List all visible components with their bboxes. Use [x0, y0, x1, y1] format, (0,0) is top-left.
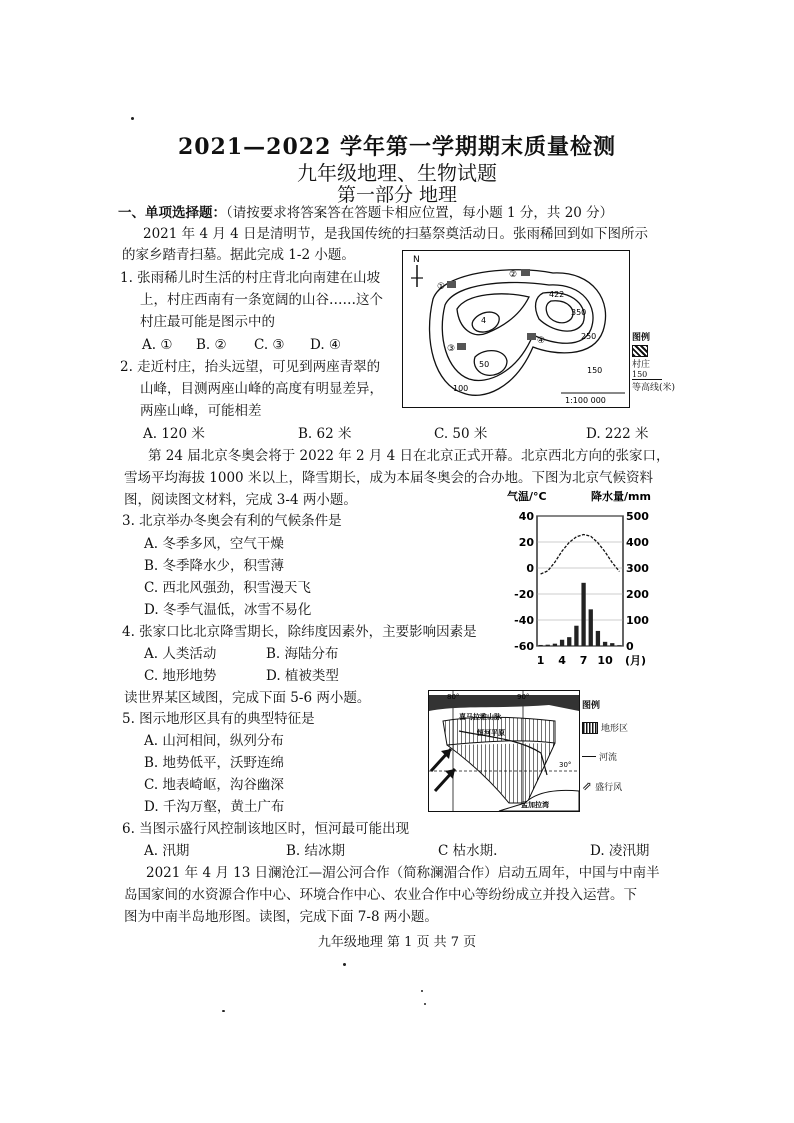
contour-line	[430, 270, 606, 396]
chart-ylabel: 气温/°C	[507, 490, 547, 503]
contour-map	[402, 250, 630, 408]
intro4-line: 图为中南半岛地形图。读图，完成下面 7-8 两小题。	[124, 909, 438, 925]
intro4-line: 岛国家间的水资源合作中心、环境合作中心、农业合作中心等纷纷成立并投入运营。下	[124, 887, 637, 903]
village-marker	[457, 343, 466, 350]
precipitation-bar	[610, 643, 614, 646]
y-tick-label: -60	[514, 640, 534, 653]
page-title: 2021—2022 学年第一学期期末质量检测	[177, 134, 617, 160]
region-label: 孟加拉湾	[521, 801, 549, 809]
precipitation-bar	[553, 644, 557, 646]
q2-stem: 两座山峰，可能相差	[140, 403, 262, 419]
village-label: ③	[447, 344, 456, 354]
precipitation-bar	[574, 626, 578, 646]
page-subtitle: 九年级地理、生物试题	[297, 161, 497, 185]
x-tick-label: 10	[597, 654, 613, 667]
precipitation-bar	[603, 642, 607, 646]
q3-option-c: C. 西北风强劲，积雪漫天飞	[144, 580, 311, 596]
wind-legend-icon: ⇗	[582, 779, 593, 793]
page-footer: 九年级地理 第 1 页 共 7 页	[317, 935, 477, 950]
intro2-line: 图，阅读图文材料，完成 3-4 两小题。	[124, 492, 357, 508]
scan-speck	[343, 963, 346, 966]
legend-title: 图例	[582, 701, 601, 711]
y2-tick-label: 0	[626, 640, 634, 653]
y2-tick-label: 300	[626, 562, 649, 575]
latitude-label: 30°	[559, 761, 572, 769]
q2-option-c: C. 50 米	[434, 426, 488, 442]
q2-stem: 山峰，目测两座山峰的高度有明显差异，	[140, 381, 383, 397]
y-tick-label: 20	[518, 536, 534, 549]
legend-contour: 等高线(米)	[632, 383, 676, 393]
legend-wind: 盛行风	[595, 782, 623, 793]
contour-label: 422	[549, 290, 565, 299]
q1-option-b: B. ②	[196, 337, 227, 353]
section-heading-row	[118, 203, 613, 223]
y2-tick-label: 100	[626, 614, 649, 627]
q3-option-a: A. 冬季多风，空气干燥	[144, 536, 284, 552]
intro2-line: 第 24 届北京冬奥会将于 2022 年 2 月 4 日在北京正式开幕。北京西北方向的张家口，	[148, 448, 670, 464]
q3-option-b: B. 冬季降水少，积雪薄	[144, 558, 285, 574]
q4-option-a: A. 人类活动	[144, 646, 217, 662]
y2-tick-label: 500	[626, 510, 649, 523]
intro3-line: 读世界某区域图，完成下面 5-6 两小题。	[124, 690, 371, 706]
contour-label: 350	[571, 308, 587, 317]
x-tick-label: 7	[579, 654, 588, 667]
region-label: 恒河平原	[477, 729, 505, 737]
q2-option-d: D. 222 米	[586, 426, 649, 442]
region-label: 喜马拉雅山脉	[459, 713, 501, 721]
legend-contour-value: 150	[632, 370, 662, 380]
q6-option-b: B. 结冰期	[286, 843, 346, 859]
q6-stem: 6. 当图示盛行风控制该地区时，恒河最可能出现	[122, 821, 410, 837]
village-marker	[527, 333, 536, 340]
contour-label: 4	[481, 316, 487, 325]
longitude-label: 80°	[447, 693, 460, 701]
y2-tick-label: 400	[626, 536, 649, 549]
precipitation-bar	[581, 583, 585, 646]
y-tick-label: 0	[526, 562, 534, 575]
q6-option-c: C 枯水期.	[438, 843, 498, 859]
q1-stem: 村庄最可能是图示中的	[140, 314, 275, 330]
precipitation-bar	[589, 609, 593, 646]
scan-speck	[421, 990, 423, 992]
section-heading: 一、单项选择题：	[118, 205, 226, 221]
precipitation-bar	[617, 645, 621, 646]
precipitation-bar	[560, 640, 564, 646]
climate-chart	[505, 486, 665, 670]
chart-ylabel-right: 降水量/mm	[591, 490, 651, 503]
q4-stem: 4. 张家口比北京降雪期长，除纬度因素外，主要影响因素是	[122, 624, 477, 640]
q5-option-b: B. 地势低平，沃野连绵	[144, 755, 285, 771]
village-marker	[521, 269, 530, 276]
q5-stem: 5. 图示地形区具有的典型特征是	[122, 711, 315, 727]
part-title: 第一部分 地理	[336, 184, 458, 206]
village-label: ④	[537, 336, 546, 346]
precipitation-bar	[546, 645, 550, 646]
village-label: ②	[509, 270, 518, 280]
precipitation-bar	[538, 645, 542, 646]
legend-village: 村庄	[632, 360, 651, 370]
intro4-line: 2021 年 4 月 13 日澜沧江—湄公河合作（简称澜湄合作）启动五周年，中国与中南半	[146, 865, 660, 881]
north-label: N	[413, 255, 420, 265]
q3-stem: 3. 北京举办冬奥会有利的气候条件是	[122, 513, 342, 529]
chart-xlabel: (月)	[625, 654, 647, 667]
legend-title: 图例	[632, 333, 651, 343]
q3-option-d: D. 冬季气温低，冰雪不易化	[144, 602, 312, 618]
contour-map-legend	[632, 330, 676, 402]
region-map-legend	[582, 698, 642, 808]
y2-tick-label: 200	[626, 588, 649, 601]
scan-speck	[222, 1010, 225, 1012]
q2-option-a: A. 120 米	[143, 426, 205, 442]
village-legend-icon	[632, 345, 648, 357]
scale-label: 1:100 000	[565, 396, 606, 405]
scan-speck	[131, 117, 134, 120]
q1-option-d: D. ④	[310, 337, 342, 353]
intro1-line: 的家乡踏青扫墓。据此完成 1-2 小题。	[122, 247, 355, 263]
q4-option-b: B. 海陆分布	[266, 646, 339, 662]
q4-option-d: D. 植被类型	[266, 668, 339, 684]
scan-speck	[424, 1003, 426, 1005]
y-tick-label: -20	[514, 588, 534, 601]
legend-river: 河流	[599, 753, 618, 763]
landform-legend-icon	[582, 722, 598, 734]
q1-stem: 1. 张雨稀儿时生活的村庄背北向南建在山坡	[120, 270, 381, 286]
q1-option-a: A. ①	[142, 337, 173, 353]
village-marker	[447, 281, 456, 288]
q2-option-b: B. 62 米	[298, 426, 352, 442]
q2-stem: 2. 走近村庄，抬头远望，可见到两座青翠的	[120, 359, 381, 375]
contour-label: 150	[587, 366, 603, 375]
legend-landform: 地形区	[601, 724, 629, 734]
q6-option-d: D. 凌汛期	[590, 843, 650, 859]
intro2-line: 雪场平均海拔 1000 米以上，降雪期长，成为本届冬奥会的合办地。下图为北京气候资料	[124, 470, 653, 486]
region-map	[428, 690, 580, 812]
village-label: ①	[437, 282, 446, 292]
contour-label: 50	[479, 360, 490, 369]
q5-option-d: D. 千沟万壑，黄土广布	[144, 799, 285, 815]
x-tick-label: 4	[558, 654, 566, 667]
q6-option-a: A. 汛期	[144, 843, 190, 859]
river-legend-icon	[582, 756, 596, 757]
q5-option-c: C. 地表崎岖，沟谷幽深	[144, 777, 284, 793]
y-tick-label: -40	[514, 614, 534, 627]
x-tick-label: 1	[536, 654, 545, 667]
region-map-svg	[429, 691, 579, 811]
precipitation-bar	[596, 631, 600, 646]
intro1-line: 2021 年 4 月 4 日是清明节，是我国传统的扫墓祭奠活动日。张雨稀回到如下图所示	[143, 226, 648, 242]
precipitation-bar	[567, 637, 571, 646]
longitude-label: 90°	[517, 693, 530, 701]
q5-option-a: A. 山河相间，纵列分布	[144, 733, 284, 749]
q1-stem: 上，村庄西南有一条宽阔的山谷……这个	[140, 292, 383, 308]
q4-option-c: C. 地形地势	[144, 668, 217, 684]
q1-option-c: C. ③	[254, 337, 285, 353]
contour-map-svg	[403, 251, 629, 407]
y-tick-label: 40	[518, 510, 534, 523]
climate-chart-svg	[505, 486, 665, 670]
contour-line	[546, 301, 573, 323]
section-instruction: （请按要求将答案答在答题卡相应位置，每小题 1 分，共 20 分）	[226, 205, 614, 221]
contour-label: 250	[581, 332, 597, 341]
contour-label: 100	[453, 384, 469, 393]
